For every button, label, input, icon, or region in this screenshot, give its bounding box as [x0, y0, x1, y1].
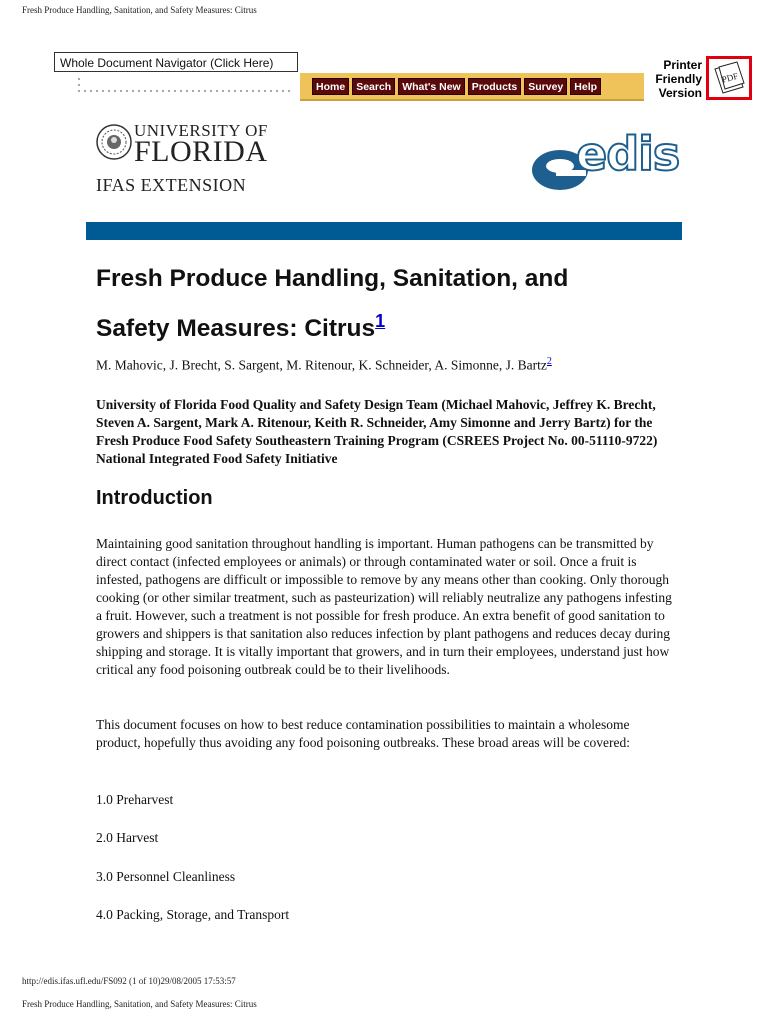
menu-home-button[interactable]: Home — [312, 78, 349, 95]
authors-line — [96, 356, 552, 374]
pdf-download-button[interactable] — [706, 56, 752, 100]
printer-friendly-line1: Printer — [663, 58, 702, 72]
intro-paragraph-1: Maintaining good sanitation throughout handling is important. Human pathogens can be transmitted by direct contact (infected employees or animals) or through contaminated water or soil. Once a fruit is infested, pathogens are difficult or impossible to remove by any means other than cooking. Only thorough cooking (or other similar treatment, such as pasteurization) will reliably neutralize any pathogens infesting a fruit. However, such a treatment is not possible for fresh produce. An extra benefit of good sanitation to growers and shippers is that sanitation also reduces infection by plant pathogens and reduces decay during shipping and storage. It is vitally important that growers, and in turn their employees, understand just how critical any food poisoning outbreak could be to their livelihoods. — [96, 536, 672, 677]
list-item: 2.0 Harvest — [96, 830, 159, 845]
page-footer-title: Fresh Produce Handling, Sanitation, and Safety Measures: Citrus — [22, 999, 257, 1009]
title-footnote-link[interactable]: 1 — [375, 311, 386, 331]
page-footer-url: http://edis.ifas.ufl.edu/FS092 (1 of 10)29/08/2005 17:53:57 — [22, 976, 236, 986]
section-heading-introduction: Introduction — [96, 487, 213, 509]
header-blue-bar — [86, 222, 682, 240]
title-line1: Fresh Produce Handling, Sanitation, and — [96, 265, 569, 292]
list-item: 3.0 Personnel Cleanliness — [96, 869, 236, 884]
pdf-document-icon — [709, 59, 749, 97]
printer-friendly-label[interactable] — [648, 58, 702, 100]
uf-logo-line2: FLORIDA — [134, 135, 268, 168]
uf-logo-line3: IFAS EXTENSION — [96, 175, 247, 195]
menu-products-button[interactable]: Products — [468, 78, 522, 95]
document-title — [96, 258, 696, 350]
menu-bar — [300, 73, 644, 101]
title-line2: Safety Measures: Citrus — [96, 315, 376, 343]
menu-survey-button[interactable]: Survey — [524, 78, 567, 95]
design-team-statement: University of Florida Food Quality and Safety Design Team (Michael Mahovic, Jeffrey K. Brecht, Steven A. Sargent, Mark A. Ritenour, Keith R. Schneider, Amy Simonne and Jerry Bartz) for the Fresh Produce Food Safety Southeastern Training Program (CSREES Project No. 00-51110-9722) National Integrated Food Safety Initiative — [96, 397, 658, 466]
dotted-connector — [76, 76, 82, 88]
menu-help-button[interactable]: Help — [570, 78, 601, 95]
uf-logo-line1: UNIVERSITY OF — [134, 121, 268, 140]
document-navigator-button[interactable]: Whole Document Navigator (Click Here) — [54, 52, 298, 72]
list-item: 4.0 Packing, Storage, and Transport — [96, 907, 290, 922]
authors-text: M. Mahovic, J. Brecht, S. Sargent, M. Ritenour, K. Schneider, A. Simonne, J. Bartz — [96, 357, 547, 373]
pdf-label: PDF — [720, 70, 740, 85]
dotted-divider — [76, 88, 294, 94]
menu-whats-new-button[interactable]: What's New — [398, 78, 465, 95]
menu-search-button[interactable]: Search — [352, 78, 395, 95]
printer-friendly-line3: Version — [658, 86, 702, 100]
edis-logo — [528, 130, 684, 194]
edis-logo-text: edis — [576, 130, 680, 181]
intro-paragraph-2: This document focuses on how to best reduce contamination possibilities to maintain a wholesome product, hopefully thus avoiding any food poisoning outbreaks. These broad areas will be covered: — [96, 717, 630, 750]
page-header: Fresh Produce Handling, Sanitation, and Safety Measures: Citrus — [22, 5, 257, 15]
list-item: 1.0 Preharvest — [96, 792, 174, 807]
printer-friendly-line2: Friendly — [655, 72, 702, 86]
uf-seal-icon — [96, 124, 132, 160]
authors-footnote-link[interactable]: 2 — [546, 356, 552, 367]
